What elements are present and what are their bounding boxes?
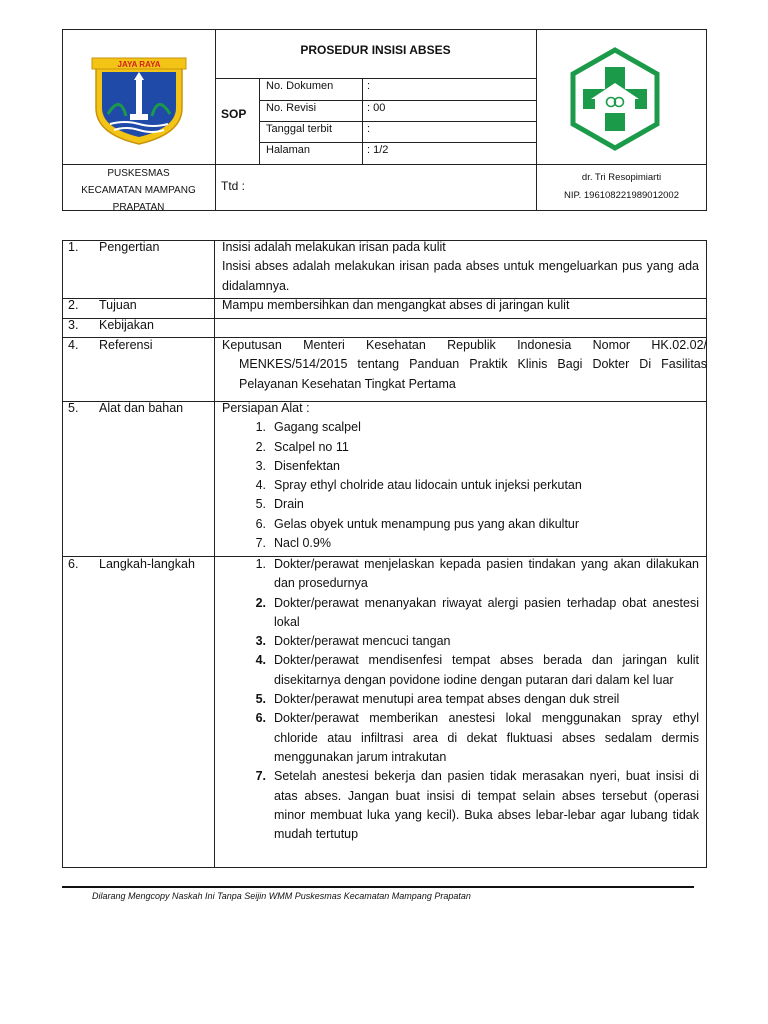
sop-label: SOP [221,107,247,121]
pengertian-line-1: Insisi adalah melakukan irisan pada kulit [222,240,446,254]
referensi-content: Keputusan Menteri Kesehatan Republik Indonesia Nomor HK.02.02/ MENKES/514/2015 tentang Panduan Praktik Klinis Bagi Dokter Di Fasilitas Pelayanan Kesehatan Tingkat Pertama [222,338,707,391]
signer-nip: NIP. 196108221989012002 [564,190,679,201]
row-label-kebijakan: Kebijakan [99,318,154,332]
list-item: 4. Dokter/perawat mendisenfesi tempat abses berada dan jaringan kulit disekitarnya dengan povidone iodine dengan putaran dari dalam kel luar [255,653,699,687]
list-item: 5. Dokter/perawat menutupi area tempat abses dengan duk streil [255,692,620,707]
list-item: 6. Gelas obyek untuk menampung pus yang akan dikultur [255,516,580,531]
list-item: 3. Disenfektan [255,458,341,473]
row-no: 6. [68,557,79,571]
document-title: PROSEDUR INSISI ABSES [300,43,451,57]
org-line-1: PUSKESMAS [107,168,170,179]
list-item: 2. Scalpel no 11 [255,439,349,454]
list-item: 7. Nacl 0.9% [255,536,331,551]
list-item: 2. Dokter/perawat menanyakan riwayat alergi pasien terhadap obat anestesi lokal [255,595,699,629]
meta-value-halaman: : 1/2 [367,144,389,156]
footer-rule [62,886,694,888]
list-item: 7. Setelah anestesi bekerja dan pasien tidak merasakan nyeri, buat insisi di atas abses. Jangan buat insisi di tempat selain abses tersebut (operasi minor membuat luka yang kecil). Buka abses lebar-lebar agar lubang tidak mudah tertutup [255,769,699,842]
row-no: 2. [68,298,79,312]
alat-intro: Persiapan Alat : [222,401,310,415]
row-label-alat: Alat dan bahan [99,401,184,415]
alat-content [222,399,699,553]
tujuan-content: Mampu membersihkan dan mengangkat abses di jaringan kulit [222,298,570,312]
org-name [62,165,215,216]
list-item: 6. Dokter/perawat memberikan anestesi lokal menggunakan spray ethyl chloride atau infiltrasi area di dekat fluktuasi abses sedalam dermis menggunakan jarum intrakutan [255,711,699,764]
list-item: 1. Dokter/perawat menjelaskan kepada pasien tindakan yang akan dilakukan dan prosedurnya [255,557,699,591]
signer [536,169,707,205]
footer-text: Dilarang Mengcopy Naskah Ini Tanpa Seijin WMM Puskesmas Kecamatan Mampang Prapatan [92,891,471,901]
row-label-pengertian: Pengertian [99,240,160,254]
langkah-list [222,555,699,844]
org-line-3: PRAPATAN [112,202,165,213]
langkah-content [222,555,699,844]
signature-field: Ttd : [221,179,246,193]
puskesmas-logo [567,47,663,151]
meta-label-tanggal: Tanggal terbit [266,123,333,135]
svg-text:JAYA RAYA: JAYA RAYA [117,60,161,69]
row-label-referensi: Referensi [99,338,153,352]
org-line-2: KECAMATAN MAMPANG [81,185,196,196]
list-item: 1. Gagang scalpel [255,420,361,435]
meta-value-tanggal: : [367,123,371,135]
row-no: 4. [68,338,79,352]
meta-label-halaman: Halaman [266,144,311,156]
meta-label-dokumen: No. Dokumen [266,80,334,92]
list-item: 4. Spray ethyl cholride atau lidocain untuk injeksi perkutan [255,478,582,493]
jakarta-logo [90,54,188,146]
pengertian-content [222,238,699,296]
pengertian-line-2: Insisi abses adalah melakukan irisan pada abses untuk mengeluarkan pus yang ada didalamnya. [222,259,699,293]
row-no: 1. [68,240,79,254]
alat-list [222,418,699,553]
row-no: 3. [68,318,79,332]
meta-value-dokumen: : [367,80,371,92]
list-item: 3. Dokter/perawat mencuci tangan [255,634,451,649]
row-label-tujuan: Tujuan [99,298,137,312]
meta-label-revisi: No. Revisi [266,102,317,114]
row-no: 5. [68,401,79,415]
signer-name: dr. Tri Resopimiarti [581,172,662,183]
row-label-langkah: Langkah-langkah [99,557,195,571]
list-item: 5. Drain [255,497,304,512]
meta-value-revisi: : 00 [367,102,386,114]
